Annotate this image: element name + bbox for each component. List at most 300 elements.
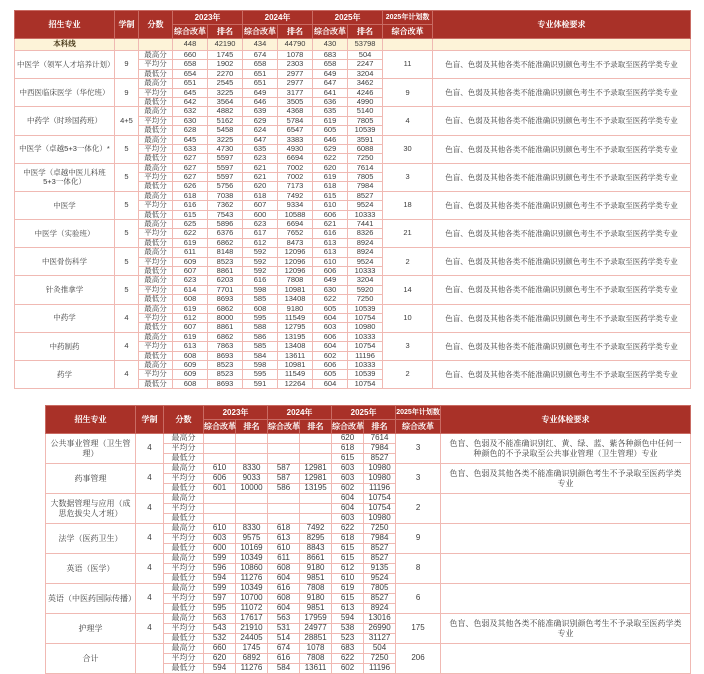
rank-cell: 9524 xyxy=(364,574,396,584)
rank-cell: 8843 xyxy=(300,544,332,554)
duration-cell xyxy=(136,644,164,674)
rank-cell xyxy=(300,454,332,464)
plan-cell: 3 xyxy=(383,332,433,360)
duration-cell: 4 xyxy=(115,332,139,360)
score-cell: 615 xyxy=(332,554,364,564)
rank-cell: 8527 xyxy=(364,594,396,604)
rank-cell: 7808 xyxy=(300,654,332,664)
plan-cell: 30 xyxy=(383,135,433,163)
rank-cell: 24977 xyxy=(300,624,332,634)
score-cell: 610 xyxy=(313,201,348,210)
rank-cell: 7492 xyxy=(300,524,332,534)
duration-cell: 4 xyxy=(115,304,139,332)
rank-cell: 8523 xyxy=(208,370,243,379)
score-type-cell: 平均分 xyxy=(164,444,204,454)
score-cell: 622 xyxy=(332,654,364,664)
remark-cell: 色盲、色弱及其他各类不能准确识别颜色考生不予录取至医药学类专业 xyxy=(433,220,691,248)
major-cell: 药事管理 xyxy=(46,464,136,494)
rank-cell: 8523 xyxy=(208,360,243,369)
score-type-cell: 最低分 xyxy=(164,574,204,584)
rank-cell: 9334 xyxy=(278,201,313,210)
score-cell: 647 xyxy=(243,135,278,144)
plan-cell: 3 xyxy=(396,434,441,464)
score-type-cell: 平均分 xyxy=(139,173,173,182)
score-cell: 618 xyxy=(332,444,364,454)
score-cell: 620 xyxy=(313,163,348,172)
rank-cell: 4882 xyxy=(208,107,243,116)
rank-cell xyxy=(236,444,268,454)
header-year-2025: 2025年 xyxy=(313,11,383,25)
rank-cell: 10349 xyxy=(236,554,268,564)
score-cell: 621 xyxy=(313,220,348,229)
rank-cell: 1745 xyxy=(208,51,243,60)
header-reform: 综合改革 xyxy=(243,25,278,39)
rank-cell: 4730 xyxy=(208,144,243,153)
rank-cell: 10980 xyxy=(364,474,396,484)
score-type-cell: 最高分 xyxy=(139,51,173,60)
header-score: 分数 xyxy=(164,406,204,434)
score-cell xyxy=(204,454,236,464)
table-row xyxy=(46,434,691,444)
plan-cell: 21 xyxy=(383,220,433,248)
duration-cell: 4 xyxy=(136,614,164,644)
rank-cell: 13016 xyxy=(364,614,396,624)
score-type-cell: 最高分 xyxy=(164,494,204,504)
rank-cell: 7805 xyxy=(348,116,383,125)
score-cell: 586 xyxy=(268,484,300,494)
rank-cell: 8523 xyxy=(208,257,243,266)
rank-cell: 3204 xyxy=(348,276,383,285)
score-cell: 584 xyxy=(268,664,300,674)
rank-cell: 7362 xyxy=(208,201,243,210)
score-cell: 613 xyxy=(313,248,348,257)
score-type-cell: 最高分 xyxy=(139,107,173,116)
table-row xyxy=(15,276,691,285)
score-cell: 588 xyxy=(243,323,278,332)
score-cell: 531 xyxy=(268,624,300,634)
score-cell: 601 xyxy=(204,484,236,494)
score-cell: 629 xyxy=(243,116,278,125)
score-cell: 621 xyxy=(243,163,278,172)
score-type-cell: 最高分 xyxy=(164,554,204,564)
score-cell: 586 xyxy=(243,332,278,341)
plan-cell: 206 xyxy=(396,644,441,674)
score-cell: 625 xyxy=(173,220,208,229)
score-type-cell: 最低分 xyxy=(139,69,173,78)
plan-cell: 2 xyxy=(383,360,433,388)
rank-cell: 44790 xyxy=(278,39,313,51)
plan-cell: 14 xyxy=(383,276,433,304)
rank-cell xyxy=(236,494,268,504)
rank-cell: 504 xyxy=(364,644,396,654)
table-row xyxy=(46,464,691,474)
score-cell: 584 xyxy=(243,351,278,360)
rank-cell: 10333 xyxy=(348,210,383,219)
major-cell: 法学（医药卫生） xyxy=(46,524,136,554)
score-cell xyxy=(268,504,300,514)
score-cell: 604 xyxy=(332,504,364,514)
score-type-cell: 最高分 xyxy=(164,644,204,654)
score-type-cell: 平均分 xyxy=(164,564,204,574)
score-type-cell: 最低分 xyxy=(164,454,204,464)
rank-cell: 13611 xyxy=(278,351,313,360)
header-row-1 xyxy=(15,11,691,25)
rank-cell: 12264 xyxy=(278,379,313,388)
score-cell: 613 xyxy=(332,604,364,614)
duration-cell: 4 xyxy=(136,434,164,464)
rank-cell: 8330 xyxy=(236,464,268,474)
table-row xyxy=(15,360,691,369)
rank-cell: 10333 xyxy=(348,332,383,341)
score-type-cell: 最高分 xyxy=(164,614,204,624)
rank-cell: 4368 xyxy=(278,107,313,116)
score-cell xyxy=(204,504,236,514)
rank-cell: 2303 xyxy=(278,60,313,69)
score-type-cell: 最高分 xyxy=(164,584,204,594)
header-duration: 学制 xyxy=(115,11,139,39)
major-cell: 大数据管理与应用（成思危拔尖人才班） xyxy=(46,494,136,524)
rank-cell: 8693 xyxy=(208,351,243,360)
rank-cell: 7038 xyxy=(208,191,243,200)
major-cell: 中药学（时珍国药班） xyxy=(15,107,115,135)
score-cell: 628 xyxy=(173,126,208,135)
score-cell: 608 xyxy=(268,564,300,574)
rank-cell xyxy=(300,444,332,454)
rank-cell: 1078 xyxy=(300,644,332,654)
score-type-cell: 平均分 xyxy=(139,116,173,125)
rank-cell: 12096 xyxy=(278,266,313,275)
admissions-table-other xyxy=(0,405,704,674)
score-cell: 624 xyxy=(243,126,278,135)
score-cell xyxy=(204,514,236,524)
rank-cell: 8924 xyxy=(364,604,396,614)
admissions-table-main xyxy=(0,10,704,389)
score-type-cell: 最高分 xyxy=(139,276,173,285)
score-type-cell: 平均分 xyxy=(139,370,173,379)
rank-cell: 10980 xyxy=(364,514,396,524)
score-type-cell: 最低分 xyxy=(164,634,204,644)
rank-cell: 8527 xyxy=(364,554,396,564)
rank-cell: 7250 xyxy=(348,295,383,304)
duration-cell: 9 xyxy=(115,51,139,79)
score-type-cell: 平均分 xyxy=(139,201,173,210)
score-cell: 612 xyxy=(332,564,364,574)
header-year-2023: 2023年 xyxy=(204,406,268,420)
rank-cell: 31127 xyxy=(364,634,396,644)
rank-cell: 8527 xyxy=(348,191,383,200)
rank-cell: 10980 xyxy=(364,464,396,474)
rank-cell: 3177 xyxy=(278,88,313,97)
header-rank: 排名 xyxy=(300,420,332,434)
score-cell: 618 xyxy=(173,191,208,200)
rank-cell: 7441 xyxy=(348,220,383,229)
rank-cell: 13611 xyxy=(300,664,332,674)
remark-cell xyxy=(441,644,691,674)
score-cell: 608 xyxy=(173,295,208,304)
rank-cell: 10539 xyxy=(348,126,383,135)
rank-cell: 28851 xyxy=(300,634,332,644)
score-cell: 630 xyxy=(313,285,348,294)
rank-cell: 8330 xyxy=(236,524,268,534)
duration-cell: 4 xyxy=(136,524,164,554)
score-cell: 612 xyxy=(243,238,278,247)
rank-cell: 4990 xyxy=(348,97,383,106)
score-cell: 623 xyxy=(173,276,208,285)
rank-cell: 8693 xyxy=(208,295,243,304)
score-type-cell: 最低分 xyxy=(164,544,204,554)
score-type-cell: 最低分 xyxy=(164,664,204,674)
plan-cell: 10 xyxy=(383,304,433,332)
benke-label: 本科线 xyxy=(15,39,115,51)
rank-cell: 7250 xyxy=(364,654,396,664)
score-cell: 635 xyxy=(243,144,278,153)
rank-cell xyxy=(236,434,268,444)
score-type-cell: 最高分 xyxy=(139,79,173,88)
score-type-cell: 平均分 xyxy=(139,229,173,238)
table-row xyxy=(15,79,691,88)
score-cell: 602 xyxy=(313,351,348,360)
score-cell xyxy=(268,434,300,444)
header-year-2023: 2023年 xyxy=(173,11,243,25)
rank-cell: 9851 xyxy=(300,604,332,614)
rank-cell xyxy=(300,494,332,504)
rank-cell: 4246 xyxy=(348,88,383,97)
major-cell: 中医学（领军人才培养计划） xyxy=(15,51,115,79)
table-row xyxy=(15,332,691,341)
rank-cell: 10754 xyxy=(348,342,383,351)
remark-cell: 色盲、色弱及其他各类不能准确识别颜色考生不予录取至医药学类专业 xyxy=(433,332,691,360)
rank-cell: 3564 xyxy=(208,97,243,106)
remark-cell: 色盲、色弱及其他各类不能准确识别颜色考生不予录取至医药学类专业 xyxy=(433,276,691,304)
score-cell: 600 xyxy=(243,210,278,219)
score-cell: 604 xyxy=(313,379,348,388)
score-cell: 538 xyxy=(332,624,364,634)
rank-cell: 7173 xyxy=(278,182,313,191)
rank-cell: 7250 xyxy=(348,154,383,163)
remark-cell: 色盲、色弱及其他各类不能准确识别颜色考生不予录取至医药学类专业 xyxy=(441,464,691,494)
score-cell: 651 xyxy=(243,79,278,88)
table-row xyxy=(15,304,691,313)
plan-cell: 6 xyxy=(396,584,441,614)
plan-cell: 11 xyxy=(383,51,433,79)
rank-cell: 3225 xyxy=(208,88,243,97)
score-cell: 627 xyxy=(173,163,208,172)
score-cell: 585 xyxy=(243,295,278,304)
score-cell: 610 xyxy=(268,544,300,554)
score-cell: 616 xyxy=(173,201,208,210)
rank-cell: 7543 xyxy=(208,210,243,219)
rank-cell: 8295 xyxy=(300,534,332,544)
duration-cell: 4 xyxy=(136,584,164,614)
page xyxy=(0,10,704,674)
score-type-cell: 最高分 xyxy=(139,360,173,369)
duration-cell: 4+5 xyxy=(115,107,139,135)
score-type-cell: 最高分 xyxy=(139,220,173,229)
score-type-cell: 平均分 xyxy=(139,60,173,69)
score-cell: 635 xyxy=(313,107,348,116)
score-cell: 683 xyxy=(313,51,348,60)
score-cell: 620 xyxy=(243,182,278,191)
score-cell: 606 xyxy=(204,474,236,484)
duration-cell: 4 xyxy=(115,360,139,388)
rank-cell: 7984 xyxy=(348,182,383,191)
score-type-cell: 平均分 xyxy=(139,88,173,97)
score-type-cell: 平均分 xyxy=(139,257,173,266)
header-rank: 排名 xyxy=(208,25,243,39)
remark-cell xyxy=(441,584,691,614)
score-cell: 619 xyxy=(332,584,364,594)
rank-cell: 11196 xyxy=(364,484,396,494)
score-type-cell: 最低分 xyxy=(139,323,173,332)
score-cell: 614 xyxy=(173,285,208,294)
score-cell: 611 xyxy=(268,554,300,564)
score-cell: 609 xyxy=(173,370,208,379)
score-cell: 523 xyxy=(332,634,364,644)
rank-cell: 6088 xyxy=(348,144,383,153)
rank-cell: 10754 xyxy=(348,379,383,388)
score-cell: 602 xyxy=(332,664,364,674)
rank-cell: 5597 xyxy=(208,163,243,172)
score-cell: 599 xyxy=(204,584,236,594)
table-row xyxy=(15,220,691,229)
duration-cell: 5 xyxy=(115,191,139,219)
rank-cell: 7984 xyxy=(364,534,396,544)
rank-cell: 21910 xyxy=(236,624,268,634)
score-cell: 674 xyxy=(243,51,278,60)
rank-cell xyxy=(300,434,332,444)
rank-cell xyxy=(300,514,332,524)
score-cell: 626 xyxy=(173,182,208,191)
score-cell: 598 xyxy=(243,360,278,369)
plan-cell: 4 xyxy=(383,107,433,135)
score-cell: 627 xyxy=(173,173,208,182)
table-row xyxy=(46,554,691,564)
rank-cell xyxy=(236,514,268,524)
score-cell: 607 xyxy=(173,266,208,275)
score-cell: 645 xyxy=(173,135,208,144)
benke-plan xyxy=(383,39,433,51)
rank-cell: 3591 xyxy=(348,135,383,144)
score-cell: 604 xyxy=(313,342,348,351)
header-plan: 2025年计划数 xyxy=(396,406,441,420)
rank-cell: 7808 xyxy=(278,276,313,285)
score-cell: 514 xyxy=(268,634,300,644)
remark-cell: 色盲、色弱及其他各类不能准确识别颜色考生不予录取至医药学类专业 xyxy=(433,191,691,219)
rank-cell: 3383 xyxy=(278,135,313,144)
header-rank: 排名 xyxy=(236,420,268,434)
score-cell: 597 xyxy=(204,594,236,604)
rank-cell: 4930 xyxy=(278,144,313,153)
header-remark: 专业体检要求 xyxy=(433,11,691,39)
rank-cell: 8661 xyxy=(300,554,332,564)
table-row xyxy=(46,614,691,624)
score-cell: 658 xyxy=(243,60,278,69)
score-cell: 608 xyxy=(173,379,208,388)
score-cell xyxy=(268,454,300,464)
major-cell: 合计 xyxy=(46,644,136,674)
score-type-cell: 最高分 xyxy=(139,248,173,257)
rank-cell: 9575 xyxy=(236,534,268,544)
score-cell: 604 xyxy=(332,494,364,504)
score-cell: 630 xyxy=(173,116,208,125)
benke-line-row xyxy=(15,39,691,51)
score-cell: 636 xyxy=(313,97,348,106)
rank-cell: 10754 xyxy=(348,313,383,322)
score-cell: 633 xyxy=(173,144,208,153)
rank-cell: 7250 xyxy=(364,524,396,534)
rank-cell: 10333 xyxy=(348,266,383,275)
score-type-cell: 最低分 xyxy=(139,126,173,135)
rank-cell: 2977 xyxy=(278,79,313,88)
remark-cell: 色盲、色弱及其他各类不能准确识别颜色考生不予录取至医药学类专业 xyxy=(433,79,691,107)
rank-cell: 9033 xyxy=(236,474,268,484)
score-cell xyxy=(268,514,300,524)
rank-cell: 8924 xyxy=(348,238,383,247)
rank-cell: 6547 xyxy=(278,126,313,135)
score-type-cell: 最低分 xyxy=(139,182,173,191)
score-cell: 613 xyxy=(173,342,208,351)
header-year-2024: 2024年 xyxy=(243,11,313,25)
rank-cell: 8693 xyxy=(208,379,243,388)
rank-cell: 6694 xyxy=(278,220,313,229)
score-cell: 430 xyxy=(313,39,348,51)
major-cell: 护理学 xyxy=(46,614,136,644)
plan-cell: 175 xyxy=(396,614,441,644)
score-type-cell: 最低分 xyxy=(164,484,204,494)
header-plan-sub: 综合改革 xyxy=(383,25,433,39)
score-cell: 543 xyxy=(204,624,236,634)
rank-cell: 11276 xyxy=(236,574,268,584)
rank-cell: 2270 xyxy=(208,69,243,78)
rank-cell: 13408 xyxy=(278,295,313,304)
score-cell: 615 xyxy=(313,191,348,200)
score-cell: 610 xyxy=(332,574,364,584)
score-cell: 649 xyxy=(313,276,348,285)
score-cell: 618 xyxy=(332,534,364,544)
remark-cell: 色盲、色弱及其他各类不能准确识别颜色考生不予录取至医药学类专业 xyxy=(433,304,691,332)
score-cell: 622 xyxy=(332,524,364,534)
score-cell: 610 xyxy=(313,257,348,266)
data-table xyxy=(14,10,691,389)
rank-cell: 13195 xyxy=(278,332,313,341)
rank-cell xyxy=(300,504,332,514)
rank-cell: 7002 xyxy=(278,173,313,182)
rank-cell: 10700 xyxy=(236,594,268,604)
rank-cell: 7984 xyxy=(364,444,396,454)
score-cell: 616 xyxy=(243,276,278,285)
rank-cell: 5784 xyxy=(278,116,313,125)
plan-cell: 3 xyxy=(383,163,433,191)
score-cell: 651 xyxy=(243,69,278,78)
table-row xyxy=(15,107,691,116)
header-plan-sub: 综合改革 xyxy=(396,420,441,434)
score-cell: 613 xyxy=(313,238,348,247)
rank-cell: 10860 xyxy=(236,564,268,574)
header-rank: 排名 xyxy=(278,25,313,39)
rank-cell: 9524 xyxy=(348,201,383,210)
score-cell: 604 xyxy=(313,313,348,322)
score-cell: 658 xyxy=(313,60,348,69)
score-cell: 606 xyxy=(313,360,348,369)
score-cell: 603 xyxy=(204,534,236,544)
score-cell: 613 xyxy=(268,534,300,544)
header-major: 招生专业 xyxy=(15,11,115,39)
rank-cell: 12981 xyxy=(300,474,332,484)
score-cell xyxy=(204,494,236,504)
rank-cell: 5458 xyxy=(208,126,243,135)
plan-cell: 2 xyxy=(396,494,441,524)
duration-cell: 5 xyxy=(115,248,139,276)
